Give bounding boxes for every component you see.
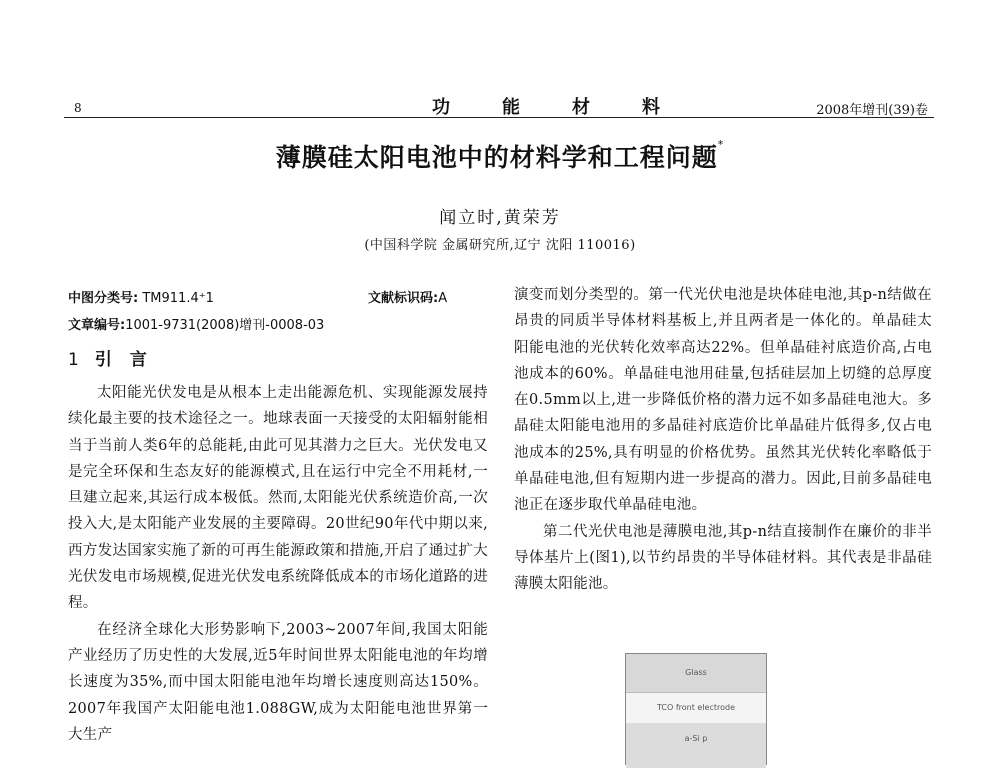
section-number: 1	[68, 350, 79, 370]
running-header	[64, 95, 934, 118]
a-si-p-layer: a-Si p	[626, 723, 766, 768]
figure-1-cell-structure	[625, 653, 767, 765]
title-footnote-mark: *	[717, 138, 725, 151]
section-heading	[68, 345, 165, 370]
doc-code-label: 文献标识码:	[368, 291, 439, 306]
article-title	[0, 138, 1000, 174]
affiliation: (中国科学院 金属研究所,辽宁 沈阳 110016)	[364, 238, 636, 253]
paragraph: 在经济全球化大形势影响下,2003~2007年间,我国太阳能产业经历了历史性的大发展,近5年时间世界太阳能电池的年均增长速度为35%,而中国太阳能电池年均增长速度则高达150%。2007年我国产太阳能电池1.088GW,成为太阳能电池世界第一大生产	[68, 621, 488, 743]
section-title: 引言	[94, 350, 165, 370]
left-column	[68, 380, 488, 748]
article-title-text: 薄膜硅太阳电池中的材料学和工程问题	[275, 143, 718, 172]
paragraph: 演变而划分类型的。第一代光伏电池是块体硅电池,其p-n结做在昂贵的同质半导体材料基板上,并且两者是一体化的。单晶硅太阳能电池的光伏转化效率高达22%。但单晶硅衬底造价高,占电池成本的60%。单晶硅电池用硅量,包括硅层加上切缝的总厚度在0.5mm以上,进一步降低价格的潜力远不如多晶硅电池大。多晶硅太阳能电池用的多晶硅衬底造价比单晶硅片低得多,仅占电池成本的25%,具有明显的价格优势。虽然其光伏转化率略低于单晶硅电池,但有短期内进一步提高的潜力。因此,目前多晶硅电池正在逐步取代单晶硅电池。	[514, 287, 932, 514]
doc-code	[368, 287, 447, 306]
journal-name: 功能材料	[432, 97, 712, 118]
article-no-label: 文章编号:	[68, 318, 126, 333]
paragraph: 第二代光伏电池是薄膜电池,其p-n结直接制作在廉价的非半导体基片上(图1),以节约昂贵的半导体硅材料。其代表是非晶硅薄膜太阳能池。	[514, 523, 932, 593]
authors: 闻立时,黄荣芳	[439, 208, 561, 228]
clc-value: TM911.4⁺1	[142, 291, 214, 306]
paragraph: 太阳能光伏发电是从根本上走出能源危机、实现能源发展持续化最主要的技术途径之一。地球表面一天接受的太阳辐射能相当于当前人类6年的总能耗,由此可见其潜力之巨大。光伏发电又是完全环保和生态友好的能源模式,且在运行中完全不用耗材,一旦建立起来,其运行成本极低。然而,太阳能光伏系统造价高,一次投入大,是太阳能产业发展的主要障碍。20世纪90年代中期以来,西方发达国家实施了新的可再生能源政策和措施,开启了通过扩大光伏发电市场规模,促进光伏发电系统降低成本的市场化道路的进程。	[68, 385, 488, 612]
doc-code-value: A	[438, 291, 448, 306]
clc-label: 中图分类号:	[68, 291, 139, 306]
article-no-value: 1001-9731(2008)增刊-0008-03	[125, 318, 325, 333]
meta-row-classification	[68, 287, 488, 306]
issue-info: 2008年增刊(39)卷	[816, 103, 928, 118]
meta-row-article-number	[68, 314, 488, 333]
page-number: 8	[74, 101, 82, 115]
right-column	[514, 282, 932, 598]
glass-layer: Glass	[626, 654, 766, 692]
tco-electrode-layer: TCO front electrode	[626, 692, 766, 724]
